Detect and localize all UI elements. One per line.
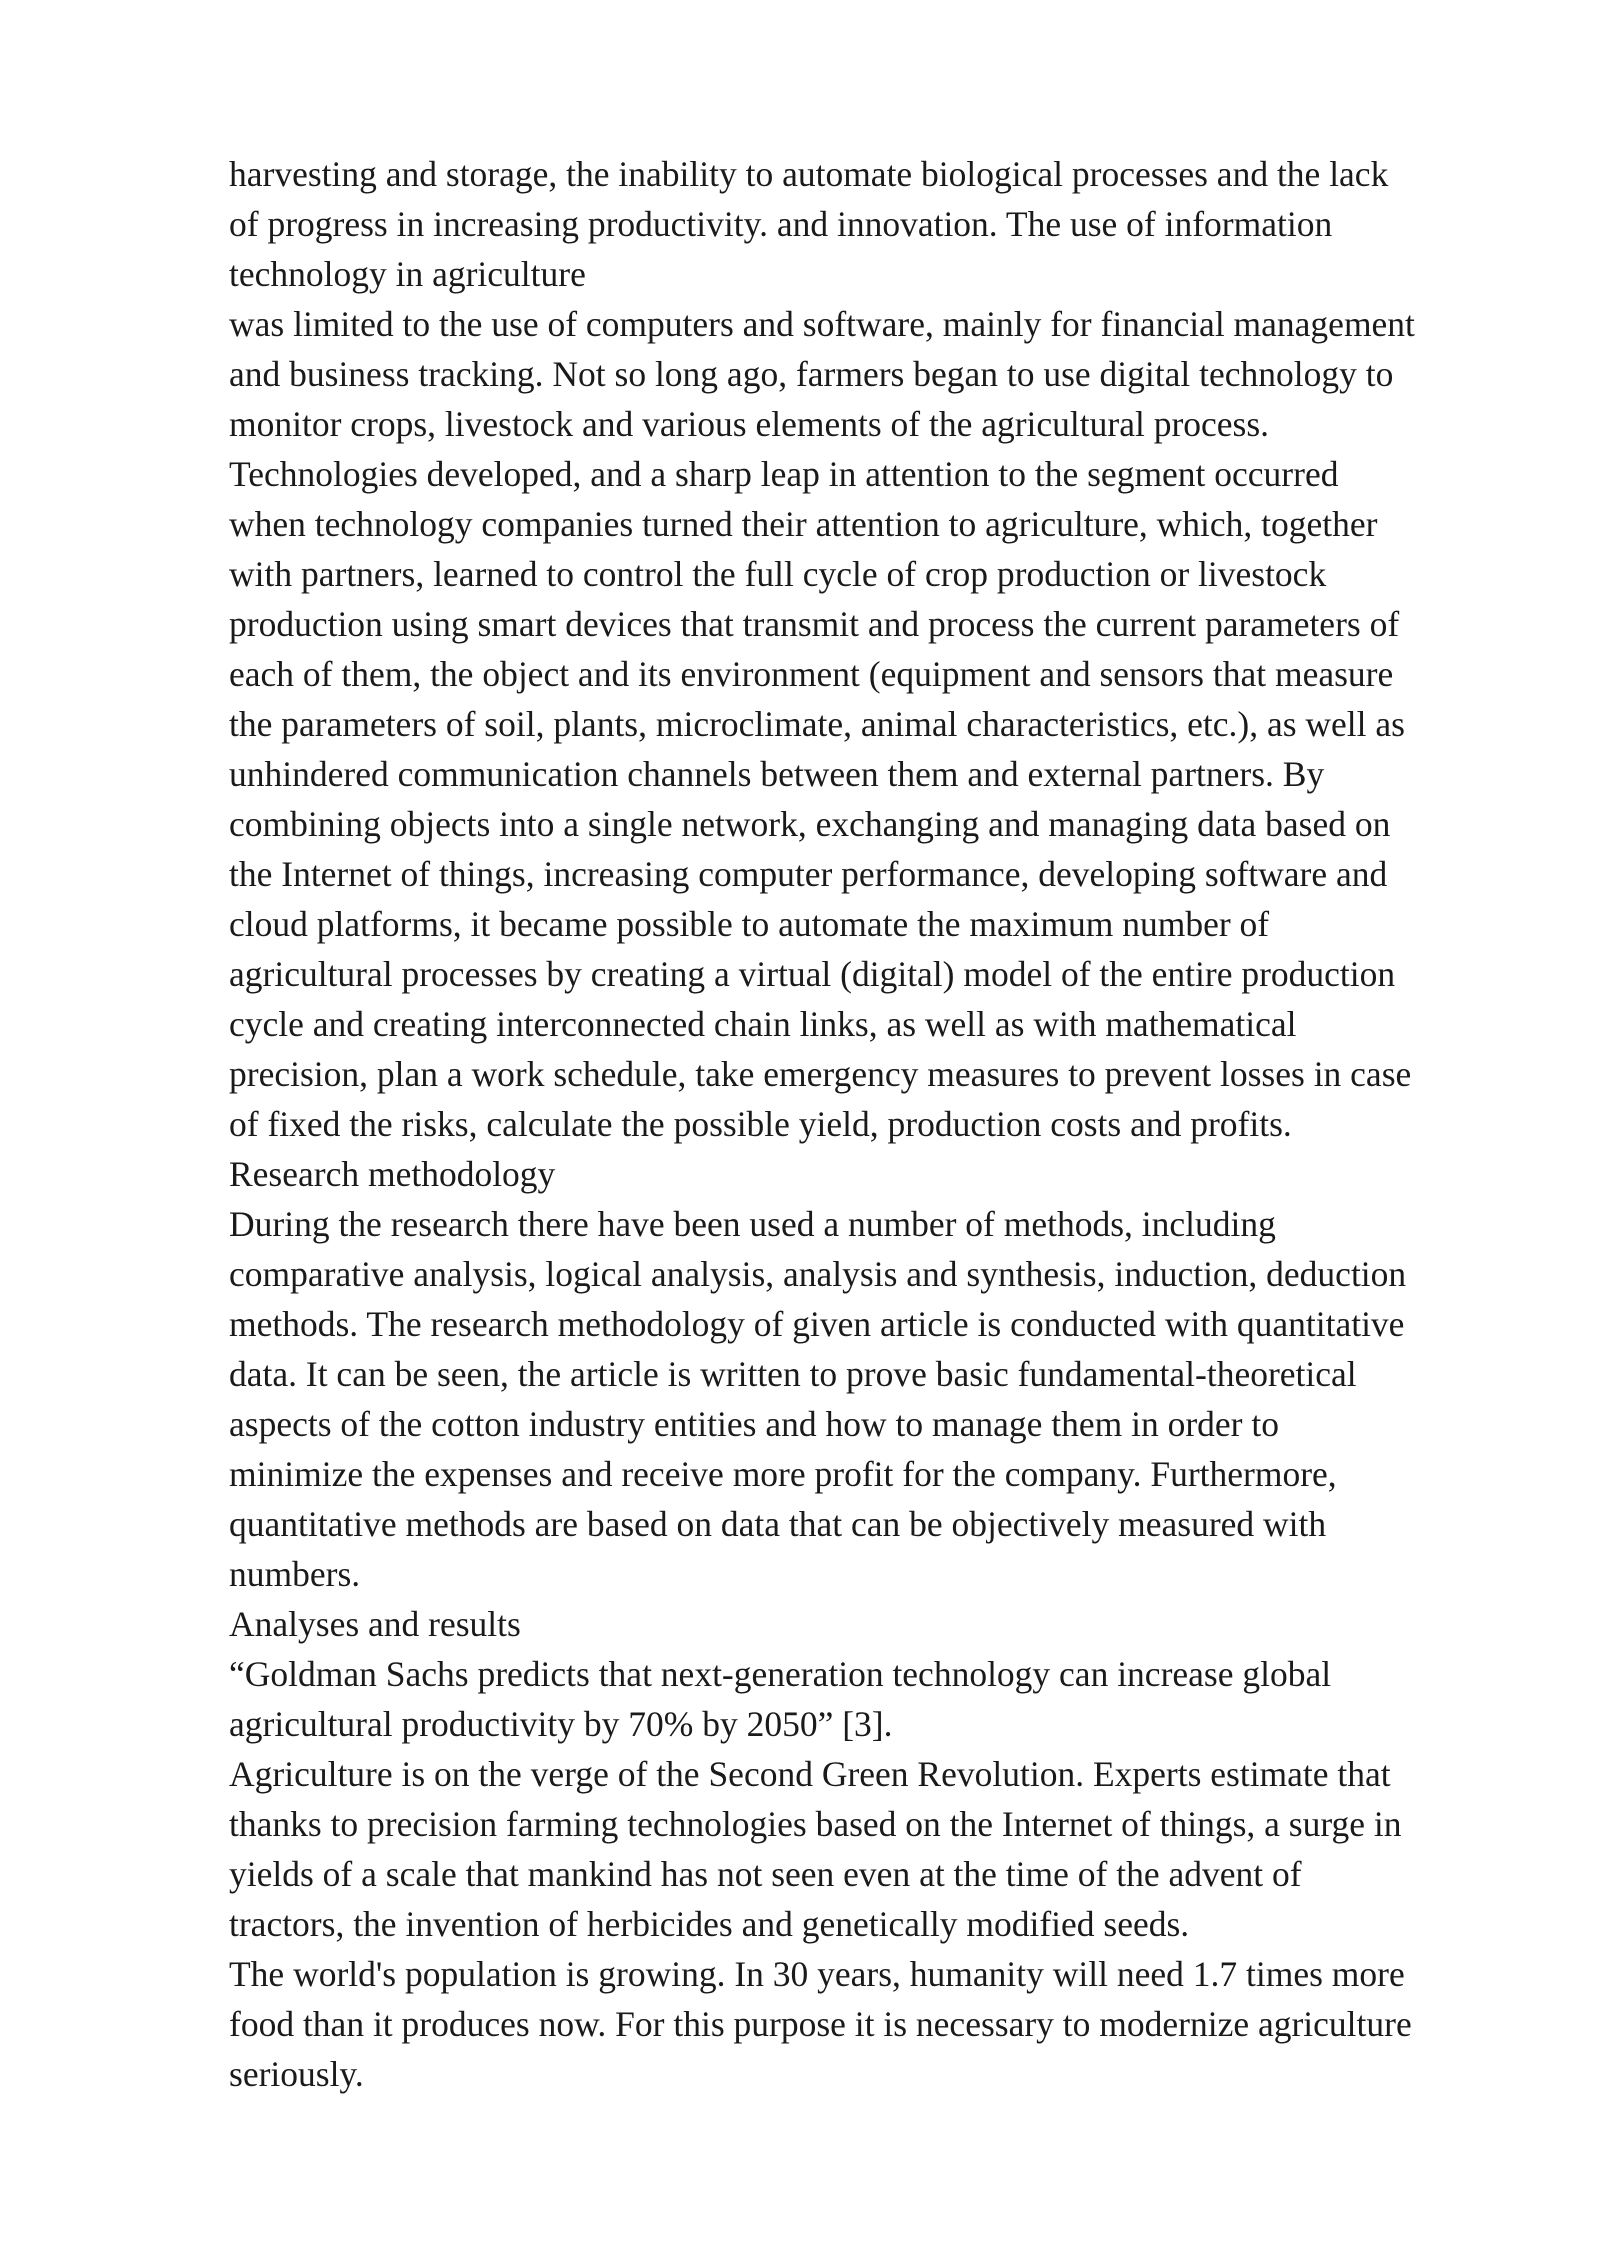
- text-line: the parameters of soil, plants, microclimate, animal characteristics, etc.), as well as: [229, 704, 1405, 744]
- text-line: production using smart devices that transmit and process the current parameters of: [229, 604, 1400, 644]
- text-line: each of them, the object and its environment (equipment and sensors that measure: [229, 654, 1394, 694]
- text-line: methods. The research methodology of given article is conducted with quantitative: [229, 1304, 1405, 1344]
- text-line: cycle and creating interconnected chain links, as well as with mathematical: [229, 1004, 1297, 1044]
- quote-line: agricultural productivity by 70% by 2050” [3].: [229, 1704, 893, 1744]
- text-line: monitor crops, livestock and various elements of the agricultural process.: [229, 404, 1270, 444]
- text-line: quantitative methods are based on data that can be objectively measured with: [229, 1504, 1327, 1544]
- section-heading-research-methodology: Research methodology: [229, 1154, 556, 1194]
- text-line: Agriculture is on the verge of the Second Green Revolution. Experts estimate that: [229, 1754, 1391, 1794]
- text-line: was limited to the use of computers and software, mainly for financial management: [229, 304, 1415, 344]
- section-heading-analyses-and-results: Analyses and results: [229, 1604, 521, 1644]
- text-line: aspects of the cotton industry entities and how to manage them in order to: [229, 1404, 1279, 1444]
- text-line: with partners, learned to control the full cycle of crop production or livestock: [229, 554, 1327, 594]
- text-line: food than it produces now. For this purpose it is necessary to modernize agriculture: [229, 2004, 1412, 2044]
- text-line: precision, plan a work schedule, take emergency measures to prevent losses in case: [229, 1054, 1412, 1094]
- text-line: agricultural processes by creating a virtual (digital) model of the entire production: [229, 954, 1396, 994]
- quote-line: “Goldman Sachs predicts that next-generation technology can increase global: [229, 1654, 1332, 1694]
- text-line: combining objects into a single network, exchanging and managing data based on: [229, 804, 1391, 844]
- text-line: of progress in increasing productivity. and innovation. The use of information: [229, 204, 1333, 244]
- text-line: comparative analysis, logical analysis, analysis and synthesis, induction, deduction: [229, 1254, 1407, 1294]
- text-line: minimize the expenses and receive more profit for the company. Furthermore,: [229, 1454, 1337, 1494]
- text-line: and business tracking. Not so long ago, farmers began to use digital technology to: [229, 354, 1394, 394]
- text-line: unhindered communication channels between them and external partners. By: [229, 754, 1325, 794]
- text-line: Technologies developed, and a sharp leap in attention to the segment occurred: [229, 454, 1339, 494]
- text-line: tractors, the invention of herbicides and genetically modified seeds.: [229, 1904, 1190, 1944]
- text-line: thanks to precision farming technologies based on the Internet of things, a surge in: [229, 1804, 1402, 1844]
- text-line: yields of a scale that mankind has not seen even at the time of the advent of: [229, 1854, 1302, 1894]
- text-line: seriously.: [229, 2054, 364, 2094]
- text-line: when technology companies turned their attention to agriculture, which, together: [229, 504, 1378, 544]
- text-line: The world's population is growing. In 30 years, humanity will need 1.7 times more: [229, 1954, 1405, 1994]
- text-line: the Internet of things, increasing computer performance, developing software and: [229, 854, 1388, 894]
- text-line: of fixed the risks, calculate the possible yield, production costs and profits.: [229, 1104, 1292, 1144]
- text-line: numbers.: [229, 1554, 361, 1594]
- text-line: technology in agriculture: [229, 254, 586, 294]
- text-line: During the research there have been used a number of methods, including: [229, 1204, 1276, 1244]
- text-line: data. It can be seen, the article is written to prove basic fundamental-theoretical: [229, 1354, 1357, 1394]
- body-text: [229, 149, 1509, 2099]
- text-line: cloud platforms, it became possible to automate the maximum number of: [229, 904, 1270, 944]
- text-line: harvesting and storage, the inability to automate biological processes and the lack: [229, 154, 1389, 194]
